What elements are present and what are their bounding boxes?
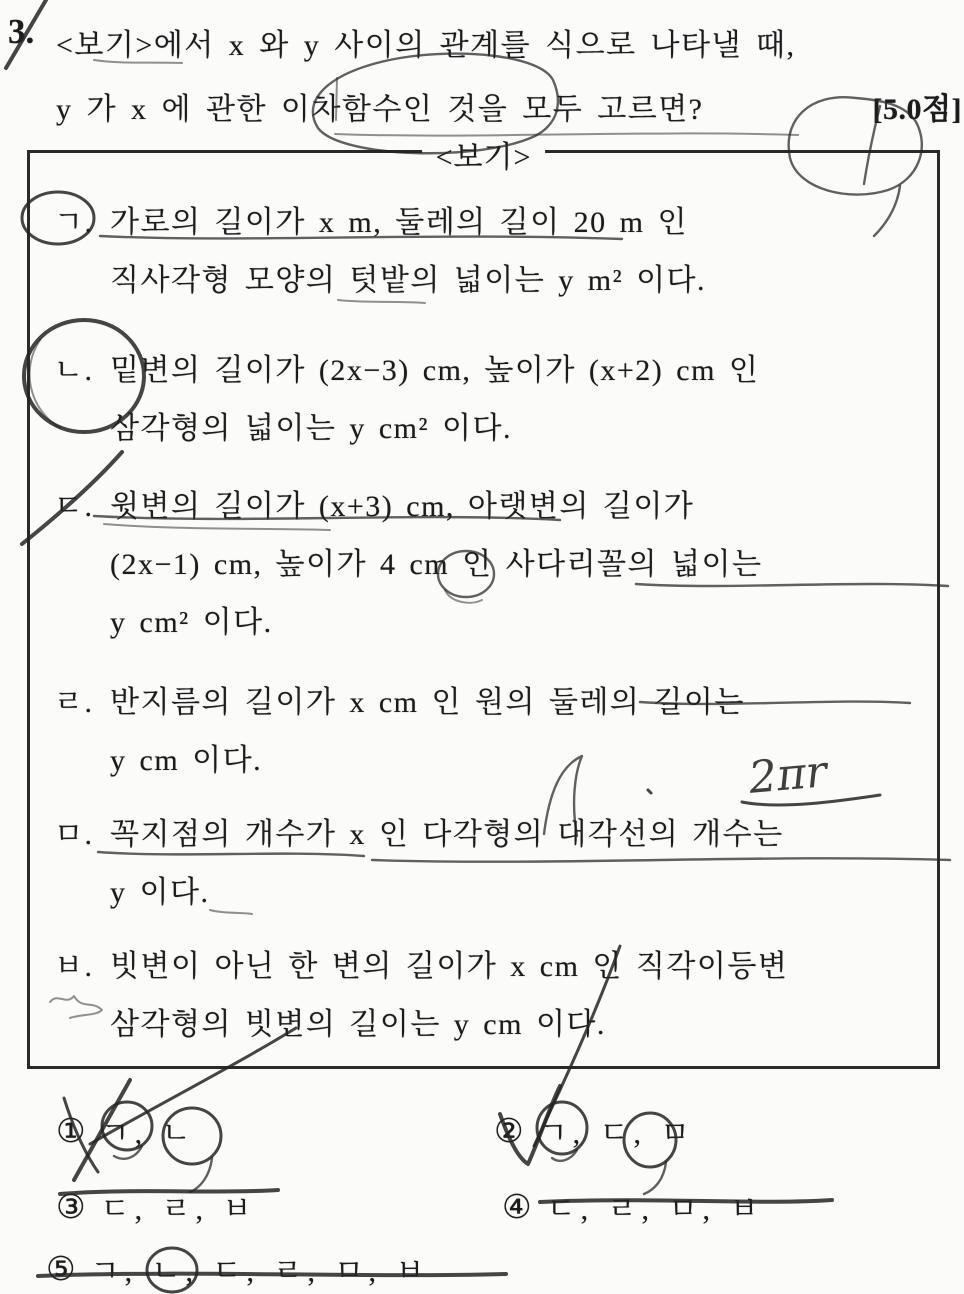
bogi-item-b: [30, 938, 937, 1054]
bogi-item-b-line-1: 빗변이 아닌 한 변의 길이가 x cm 인 직각이등변: [110, 950, 789, 983]
choice-3: [56, 1184, 257, 1228]
bogi-item-r-label: ㄹ.: [54, 686, 94, 719]
bogi-item-g: [30, 194, 937, 310]
bogi-item-g-line-2: 직사각형 모양의 텃밭의 넓이는 y m² 이다.: [110, 264, 707, 297]
choice-1: [56, 1108, 196, 1152]
handwritten-formula-2pir: 2πr: [746, 746, 829, 804]
bogi-item-r-line-1: 반지름의 길이가 x cm 인 원의 둘레의 길이는: [110, 686, 745, 719]
question-number: 3.: [8, 12, 35, 51]
underline-question-line2: [335, 133, 798, 135]
choice-4-text: ㄷ, ㄹ, ㅁ, ㅂ: [546, 1193, 764, 1226]
bogi-box-title: <보기>: [422, 132, 546, 176]
choice-3-text: ㄷ, ㄹ, ㅂ: [100, 1193, 257, 1226]
choice-5-text: ㄱ, ㄴ, ㄷ, ㄹ, ㅁ, ㅂ: [90, 1255, 430, 1288]
choice-1-text: ㄱ, ㄴ: [100, 1117, 196, 1150]
choice-4: [502, 1184, 764, 1228]
bogi-item-b-line-2: 삼각형의 빗변의 길이는 y cm 이다.: [110, 1008, 606, 1041]
choice-2-marker: ②: [494, 1110, 524, 1150]
bogi-item-list: [30, 153, 937, 1054]
bogi-box: [27, 141, 940, 1069]
bogi-item-g-line-1: 가로의 길이가 x m, 둘레의 길이 20 m 인: [110, 206, 688, 239]
choice-1-marker: ①: [56, 1110, 86, 1150]
choice-3-marker: ③: [56, 1186, 86, 1226]
bogi-item-b-label: ㅂ.: [54, 950, 94, 983]
bogi-item-m-line-2: y 이다.: [110, 876, 210, 909]
bogi-item-d-line-2: (2x−1) cm, 높이가 4 cm 인 사다리꼴의 넓이는: [110, 548, 763, 581]
bogi-item-d-line-3: y cm² 이다.: [110, 606, 273, 639]
choice-5-marker: ⑤: [46, 1248, 76, 1288]
bogi-item-n: [30, 342, 937, 458]
bogi-item-g-label: ㄱ.: [54, 206, 94, 239]
bogi-item-m-line-1: 꼭지점의 개수가 x 인 다각형의 대각선의 개수는: [110, 818, 784, 851]
choice-2: [494, 1108, 695, 1152]
question-line-2: [56, 84, 962, 128]
question-line-1: <보기>에서 x 와 y 사이의 관계를 식으로 나타낼 때,: [56, 29, 796, 62]
bogi-item-m-label: ㅁ.: [54, 818, 94, 851]
question-points: [5.0점]: [872, 93, 962, 126]
choice-5: [46, 1246, 429, 1290]
bogi-item-n-line-1: 밑변의 길이가 (2x−3) cm, 높이가 (x+2) cm 인: [110, 354, 760, 387]
bogi-item-d-label: ㄷ.: [54, 490, 94, 523]
question-line-2-text: y 가 x 에 관한 이차함수인 것을 모두 고르면?: [56, 93, 704, 126]
bogi-item-d-line-1: 윗변의 길이가 (x+3) cm, 아랫변의 길이가: [110, 490, 695, 523]
choice-2-text: ㄱ, ㄷ, ㅁ: [538, 1117, 695, 1150]
bogi-item-r: [30, 674, 937, 790]
bogi-item-d: [30, 478, 937, 652]
bogi-item-n-line-2: 삼각형의 넓이는 y cm² 이다.: [110, 412, 512, 445]
choice-4-marker: ④: [502, 1186, 532, 1226]
bogi-item-r-line-2: y cm 이다.: [110, 744, 263, 777]
bogi-item-m: [30, 806, 937, 922]
bogi-item-n-label: ㄴ.: [54, 354, 94, 387]
